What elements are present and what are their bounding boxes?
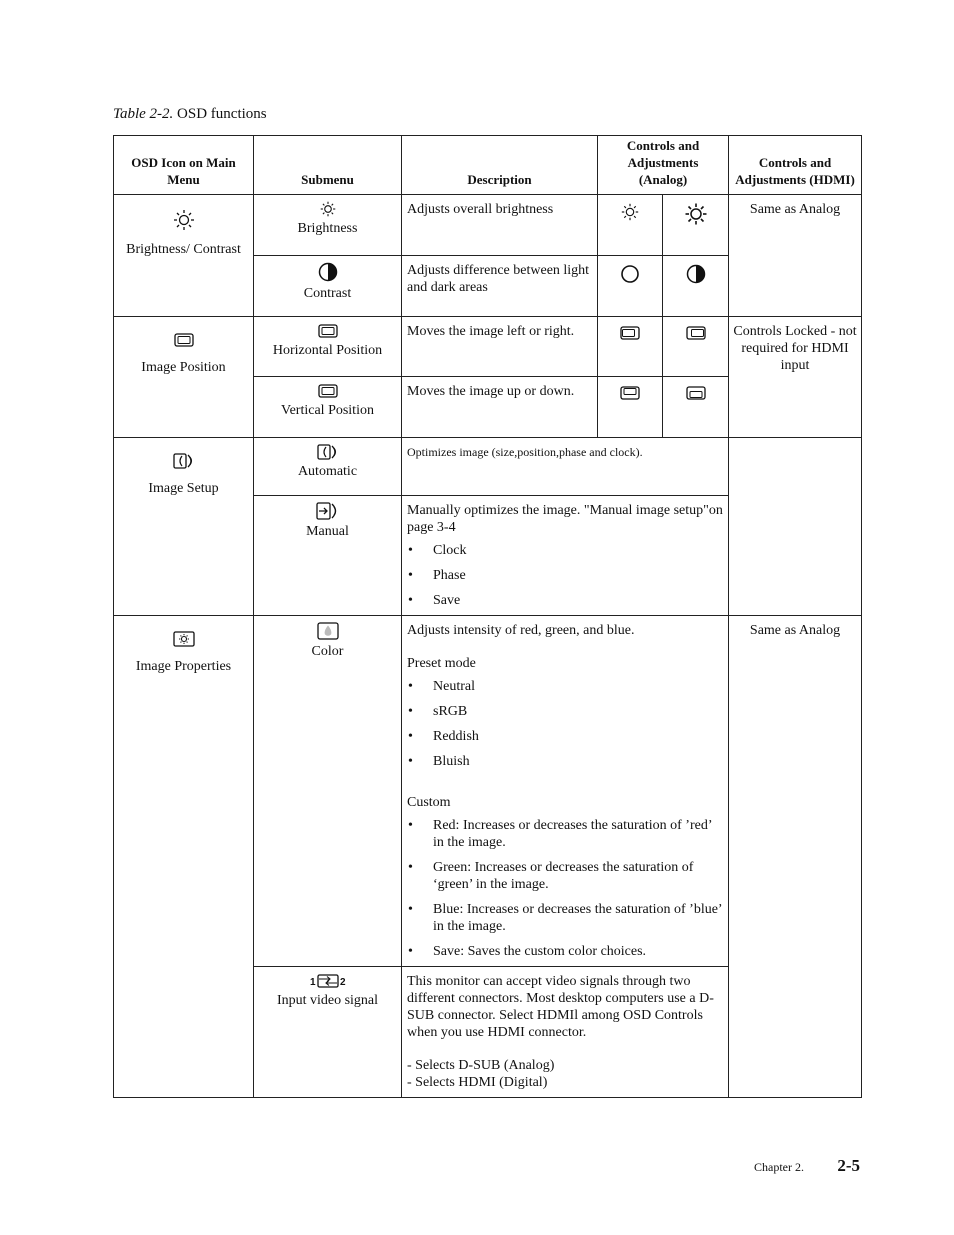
list-item: • Clock [407,542,724,559]
analog-control-brightness-high [663,195,729,256]
manual-setup-icon [316,503,340,518]
image-properties-icon [173,631,195,646]
input-description-text: This monitor can accept video signals through two different connectors. Most desktop computers use a D-SUB connector. Select HDMIl among OSD Controls when you use HDMI connector. [407,974,714,1040]
analog-control-brightness-low [598,195,663,256]
menu-image-position [114,317,254,438]
brightness-contrast-icon [173,212,195,227]
footer-chapter: Chapter 2. [754,1160,804,1174]
osd-functions-table [113,135,862,1098]
list-item: • Green: Increases or decreases the saturation of ‘green’ in the image. [407,859,724,893]
list-item: • Red: Increases or decreases the saturation of ’red’ in the image. [407,817,724,851]
analog-control-move-left [598,317,663,377]
submenu-vertical-position [254,377,402,438]
header-submenu: Submenu [254,136,402,195]
custom-options-list [407,817,724,960]
submenu-input-video-signal [254,967,402,1098]
table-row [114,195,862,256]
spacer [407,778,724,794]
analog-control-move-up [598,377,663,438]
header-description: Description [402,136,598,195]
color-intro-text: Adjusts intensity of red, green, and blue. [407,623,635,638]
input-option-hdmi: - Selects HDMI (Digital) [407,1075,548,1090]
menu-image-setup [114,438,254,616]
table-header-row [114,136,862,195]
submenu-horizontal-position [254,317,402,377]
submenu-label: Manual [306,524,349,539]
list-item: • Blue: Increases or decreases the saturation of ’blue’ in the image. [407,901,724,935]
table-caption-label: Table 2-2. [113,106,174,122]
manual-options-list [407,542,724,609]
brightness-high-icon [685,206,707,221]
image-setup-icon [173,453,195,468]
submenu-color [254,616,402,967]
submenu-label: Brightness [297,221,358,237]
submenu-label: Automatic [297,464,358,480]
image-position-icon [174,332,194,347]
description-horizontal-position: Moves the image left or right. [402,317,598,377]
menu-brightness-contrast [114,195,254,317]
table-row [114,438,862,496]
header-hdmi: Controls and Adjustments (HDMI) [729,136,862,195]
hdmi-image-setup [729,438,862,616]
page-number: 2-5 [837,1156,860,1175]
input-option-dsub: - Selects D-SUB (Analog) [407,1058,555,1073]
description-manual [402,496,729,616]
vertical-position-icon [318,383,338,398]
table-row [114,317,862,377]
header-osd-icon: OSD Icon on Main Menu [114,136,254,195]
preset-mode-heading: Preset mode [407,656,476,671]
table-caption-text: OSD functions [177,106,267,122]
analog-control-contrast-high [663,256,729,317]
position-left-icon [620,325,640,340]
submenu-manual [254,496,402,616]
position-down-icon [686,385,706,400]
submenu-label: Contrast [303,286,352,301]
submenu-automatic [254,438,402,496]
list-item: • Bluish [407,753,724,770]
table-row [114,616,862,967]
input-signal-icon [310,973,346,988]
page-footer [754,1156,860,1176]
analog-control-move-down [663,377,729,438]
table-caption [113,106,267,123]
description-vertical-position: Moves the image up or down. [402,377,598,438]
input-icon-digit-2: 2 [339,977,346,988]
submenu-label: Input video signal [276,993,379,1009]
submenu-label: Color [311,644,344,659]
list-item: • Phase [407,567,724,584]
menu-label: Image Properties [135,659,232,674]
horizontal-position-icon [318,323,338,338]
hdmi-image-position: Controls Locked - not required for HDMI input [729,317,862,438]
menu-image-properties [114,616,254,1098]
preset-mode-list [407,678,724,770]
menu-label: Image Setup [148,481,219,496]
description-input-video-signal [402,967,729,1098]
spacer [407,1041,724,1057]
list-item: • sRGB [407,703,724,720]
position-right-icon [686,325,706,340]
hdmi-image-properties: Same as Analog [729,616,862,1098]
automatic-setup-icon [317,444,339,459]
menu-label: Brightness/ Contrast [126,242,241,257]
position-up-icon [620,385,640,400]
contrast-low-icon [620,266,640,281]
header-analog: Controls and Adjustments (Analog) [598,136,729,195]
list-item: • Save [407,592,724,609]
hdmi-brightness-contrast: Same as Analog [729,195,862,317]
list-item: • Neutral [407,678,724,695]
list-item: • Save: Saves the custom color choices. [407,943,724,960]
description-contrast: Adjusts difference between light and dark areas [402,256,598,317]
analog-control-move-right [663,317,729,377]
description-brightness: Adjusts overall brightness [402,195,598,256]
menu-label: Image Position [141,360,226,375]
analog-control-contrast-low [598,256,663,317]
description-automatic: Optimizes image (size,position,phase and clock). [402,438,729,496]
list-item: • Reddish [407,728,724,745]
brightness-icon [320,201,336,216]
contrast-icon [318,264,338,279]
description-color [402,616,729,967]
input-icon-digit-1: 1 [309,977,316,988]
submenu-label: Horizontal Position [272,343,383,358]
submenu-brightness [254,195,402,256]
manual-description-text: Manually optimizes the image. "Manual image setup"on page 3-4 [407,503,723,535]
submenu-contrast [254,256,402,317]
custom-heading: Custom [407,795,451,810]
spacer [407,639,724,655]
submenu-label: Vertical Position [281,403,374,418]
contrast-high-icon [686,266,706,281]
color-icon [317,623,339,638]
brightness-low-icon [621,204,639,219]
